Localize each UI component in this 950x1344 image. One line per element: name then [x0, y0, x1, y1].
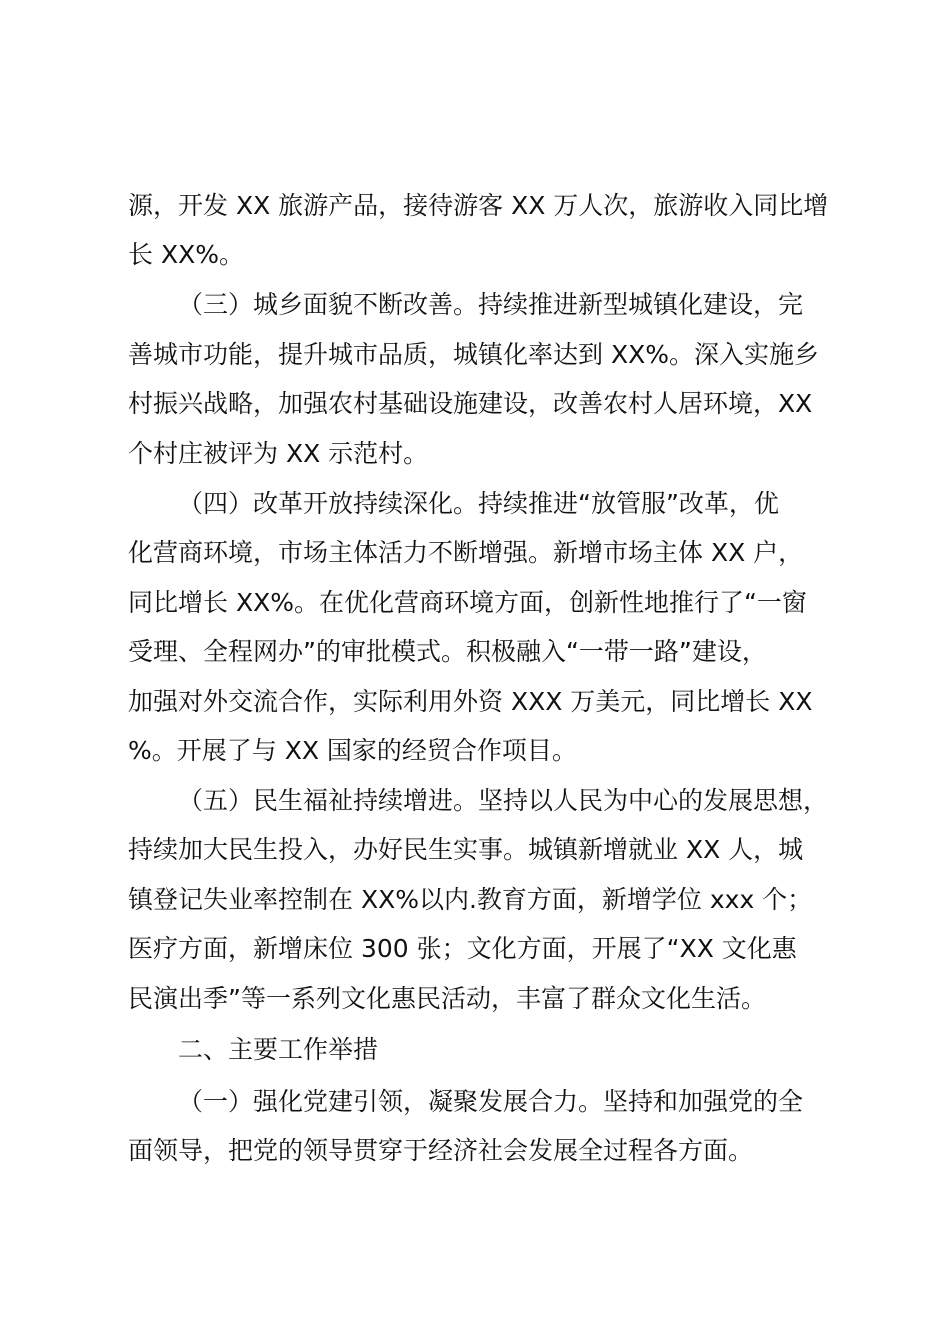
text-line: 医疗方面，新增床位 300 张；文化方面，开展了“XX 文化惠 [128, 934, 797, 963]
text-line: 加强对外交流合作，实际利用外资 XXX 万美元，同比增长 XX [128, 687, 813, 716]
paragraph-heading-line: （五）民生福祉持续增进。坚持以人民为中心的发展思想， [178, 786, 829, 815]
text-line: %。开展了与 XX 国家的经贸合作项目。 [128, 736, 577, 765]
text-line: 村振兴战略，加强农村基础设施建设，改善农村人居环境，XX [128, 389, 813, 418]
text-line: 个村庄被评为 XX 示范村。 [128, 439, 429, 468]
text-line: 化营商环境，市场主体活力不断增强。新增市场主体 XX 户， [128, 538, 804, 567]
text-line: 民演出季”等一系列文化惠民活动，丰富了群众文化生活。 [128, 984, 766, 1013]
text-line: 持续加大民生投入，办好民生实事。城镇新增就业 XX 人，城 [128, 835, 804, 864]
text-line: 面领导，把党的领导贯穿于经济社会发展全过程各方面。 [128, 1136, 754, 1165]
paragraph-heading-line: （三）城乡面貌不断改善。持续推进新型城镇化建设，完 [178, 290, 804, 319]
text-line: 善城市功能，提升城市品质，城镇化率达到 XX%。深入实施乡 [128, 340, 819, 369]
paragraph-heading-line: （四）改革开放持续深化。持续推进“放管服”改革，优 [178, 489, 779, 518]
section-heading: 二、主要工作举措 [178, 1035, 379, 1064]
text-line: 长 XX%。 [128, 240, 244, 269]
text-line: 源，开发 XX 旅游产品，接待游客 XX 万人次，旅游收入同比增 [128, 191, 829, 220]
text-line: 镇登记失业率控制在 XX%以内.教育方面，新增学位 xxx 个； [128, 885, 813, 914]
paragraph-heading-line: （一）强化党建引领，凝聚发展合力。坚持和加强党的全 [178, 1087, 804, 1116]
text-line: 同比增长 XX%。在优化营商环境方面，创新性地推行了“一窗 [128, 588, 807, 617]
text-line: 受理、全程网办”的审批模式。积极融入“一带一路”建设， [128, 637, 767, 666]
